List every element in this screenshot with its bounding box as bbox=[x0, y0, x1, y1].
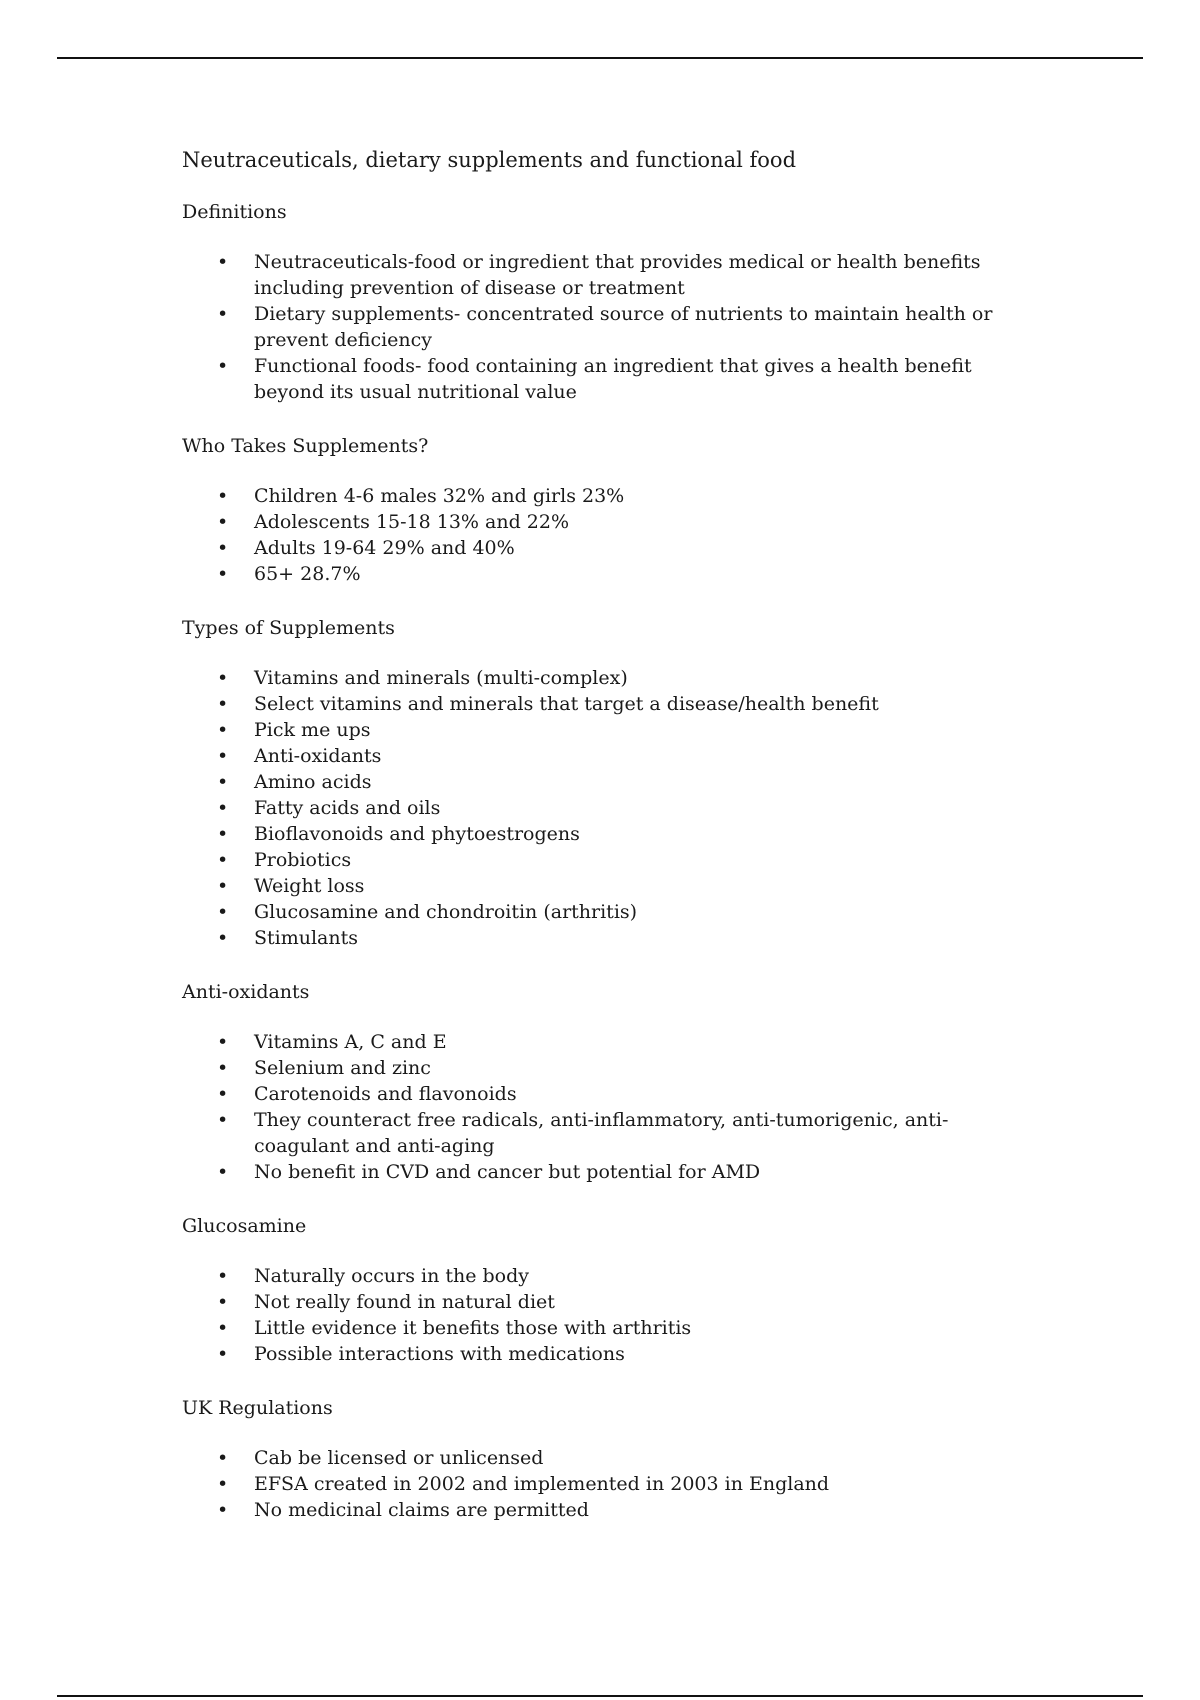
list-item: • Vitamins and minerals (multi-complex) bbox=[254, 665, 1012, 691]
document-title: Neutraceuticals, dietary supplements and functional food bbox=[182, 148, 797, 172]
list-item: • EFSA created in 2002 and implemented in 2003 in England bbox=[254, 1471, 1012, 1497]
list-item: • They counteract free radicals, anti-inflammatory, anti-tumorigenic, anti-coagulant and anti-aging bbox=[254, 1107, 1012, 1159]
section-anti-oxidants bbox=[182, 979, 1012, 1185]
section-heading: Anti-oxidants bbox=[182, 981, 310, 1003]
list-item: • Probiotics bbox=[254, 847, 1012, 873]
list-item: • Cab be licensed or unlicensed bbox=[254, 1445, 1012, 1471]
list-item: • 65+ 28.7% bbox=[254, 561, 1012, 587]
bullet-list bbox=[182, 249, 1012, 405]
list-item: • Glucosamine and chondroitin (arthritis) bbox=[254, 899, 1012, 925]
list-item: • No benefit in CVD and cancer but potential for AMD bbox=[254, 1159, 1012, 1185]
list-item: • Selenium and zinc bbox=[254, 1055, 1012, 1081]
list-item: • Naturally occurs in the body bbox=[254, 1263, 1012, 1289]
section-uk-regulations bbox=[182, 1395, 1012, 1523]
bullet-list bbox=[182, 665, 1012, 951]
footer-rule bbox=[57, 1695, 1143, 1697]
section-heading: Who Takes Supplements? bbox=[182, 435, 429, 457]
list-item: • Possible interactions with medications bbox=[254, 1341, 1012, 1367]
bullet-list bbox=[182, 1029, 1012, 1185]
bullet-list bbox=[182, 1263, 1012, 1367]
list-item: • Adolescents 15-18 13% and 22% bbox=[254, 509, 1012, 535]
section-who-takes-supplements bbox=[182, 433, 1012, 587]
list-item: • No medicinal claims are permitted bbox=[254, 1497, 1012, 1523]
list-item: • Not really found in natural diet bbox=[254, 1289, 1012, 1315]
bullet-list bbox=[182, 1445, 1012, 1523]
list-item: • Neutraceuticals-food or ingredient that provides medical or health benefits including prevention of disease or treatment bbox=[254, 249, 1012, 301]
list-item: • Little evidence it benefits those with arthritis bbox=[254, 1315, 1012, 1341]
section-heading: Glucosamine bbox=[182, 1215, 307, 1237]
section-heading: Definitions bbox=[182, 201, 287, 223]
header-rule bbox=[57, 57, 1143, 59]
list-item: • Bioflavonoids and phytoestrogens bbox=[254, 821, 1012, 847]
list-item: • Fatty acids and oils bbox=[254, 795, 1012, 821]
section-glucosamine bbox=[182, 1213, 1012, 1367]
bullet-list bbox=[182, 483, 1012, 587]
list-item: • Children 4-6 males 32% and girls 23% bbox=[254, 483, 1012, 509]
list-item: • Adults 19-64 29% and 40% bbox=[254, 535, 1012, 561]
list-item: • Anti-oxidants bbox=[254, 743, 1012, 769]
list-item: • Functional foods- food containing an ingredient that gives a health benefit beyond its usual nutritional value bbox=[254, 353, 1012, 405]
list-item: • Carotenoids and flavonoids bbox=[254, 1081, 1012, 1107]
list-item: • Vitamins A, C and E bbox=[254, 1029, 1012, 1055]
list-item: • Select vitamins and minerals that target a disease/health benefit bbox=[254, 691, 1012, 717]
section-heading: UK Regulations bbox=[182, 1397, 333, 1419]
list-item: • Dietary supplements- concentrated source of nutrients to maintain health or prevent deficiency bbox=[254, 301, 1012, 353]
list-item: • Weight loss bbox=[254, 873, 1012, 899]
list-item: • Amino acids bbox=[254, 769, 1012, 795]
list-item: • Stimulants bbox=[254, 925, 1012, 951]
section-heading: Types of Supplements bbox=[182, 617, 395, 639]
section-definitions bbox=[182, 199, 1012, 405]
document-body bbox=[182, 146, 1012, 1551]
list-item: • Pick me ups bbox=[254, 717, 1012, 743]
section-types-of-supplements bbox=[182, 615, 1012, 951]
